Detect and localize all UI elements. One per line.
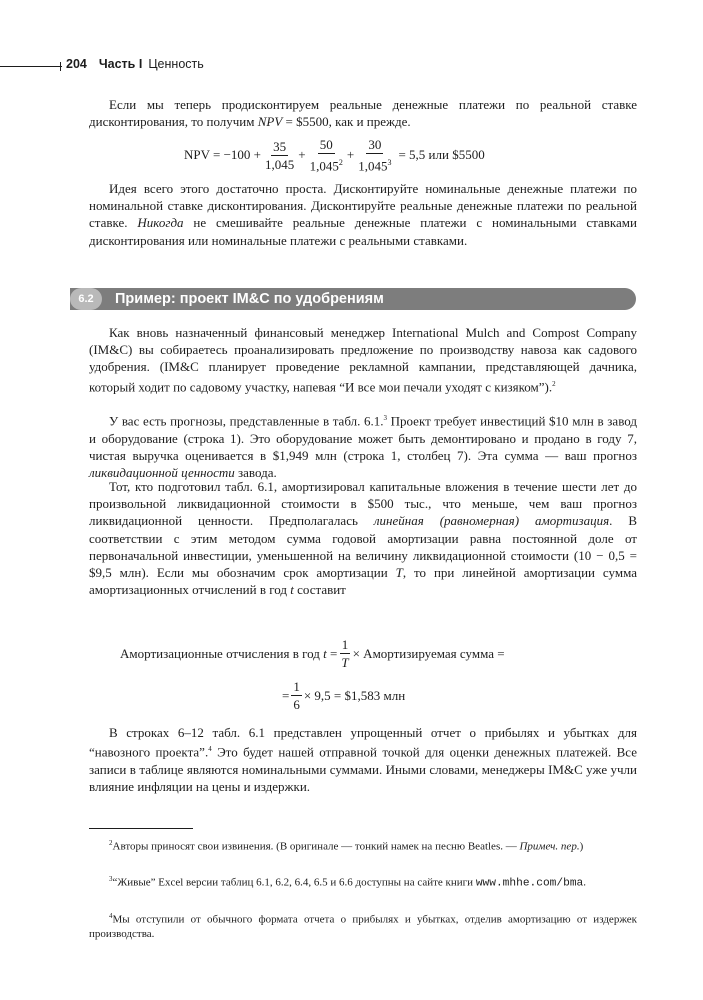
fraction-one-over-T: $\frac{1}{T}$ [341, 637, 349, 670]
header-rule [0, 66, 62, 67]
footnote-ref-2: 2 [552, 379, 556, 388]
footnote-ref-3: 3 [383, 414, 387, 422]
header-rule-tick [60, 62, 61, 71]
footnote-3: $^3$“Живые” Excel версии таблиц 6.1, 6.2, 6.4, 6.5 и 6.6 доступны на сайте книги www.mhhe.com/bma. [109, 875, 586, 890]
footnote-4: $^4$Мы отступили от обычного формата отчета о прибылях и убытках, отделив амортизацию от издержек производства. [89, 912, 637, 941]
fraction-term-1: $\frac{35}{1,045}$ [265, 138, 295, 172]
book-website-link[interactable]: www.mhhe.com/bma [475, 877, 584, 890]
footnote-ref-4: 4 [208, 745, 212, 754]
section-title: Пример: проект IM&C по удобрениям [115, 291, 384, 307]
section-number-badge: 6.2 [70, 288, 102, 310]
running-header [66, 57, 204, 71]
page-number: 204 [66, 57, 87, 71]
fraction-one-over-six: $\frac{1}{6}$ [293, 679, 300, 712]
npv-equation: NPV = −100 + $\frac{35}{1,045}$ + $\frac{50}{1,045^2}$ + $\frac{30}{1,045^3}$ = 5,5 или $5500 [184, 137, 485, 174]
header-title: Ценность [148, 57, 204, 71]
fraction-term-2: $\frac{50}{1,045^2}$ [309, 137, 343, 174]
fraction-term-3: $\frac{30}{1,045^3}$ [358, 137, 392, 174]
paragraph-forecasts: У вас есть прогнозы, представленные в табл. 6.1.$^3$ Проект требует инвестиций $10 млн в завод и оборудование (строка 1). Это оборудование может быть демонтировано и продано в году 7, чистая выручка оценивается в $1,949 млн (строка 1, столбец 7). Эта сумма — ваш прогноз ликвидационной ценности завода. [89, 413, 637, 480]
depreciation-result-equation: = $\frac{1}{6}$ × 9,5 = $1,583 млн [282, 679, 406, 712]
depreciation-equation: Амортизационные отчисления в год t = $\frac{1}{T}$ × Амортизируемая сумма = [120, 637, 505, 670]
paragraph-income-statement: В строках 6–12 табл. 6.1 представлен упрощенный отчет о прибылях и убытках для “навозного проекта”.$^4$ Это будет нашей отправной точкой для оценки денежных платежей. Все записи в таблице являются номинальными суммами. Иными словами, менеджеры IM&C уже учли влияние инфляции на цены и издержки. [89, 725, 637, 794]
footnote-rule [89, 828, 193, 829]
paragraph-imc-intro: Как вновь назначенный финансовый менеджер International Mulch and Compost Company (IM&C) вы собираетесь проанализировать предложение по производству навоза как садового удобрения. (IM&C планирует проведение рекламной кампании, представляющей дачника, который ходит по садовому участку, напевая “И все мои печали уходят с кизяком”).$^2$ [89, 325, 637, 394]
header-part: Часть I [98, 57, 143, 71]
paragraph-idea: Идея всего этого достаточно проста. Дисконтируйте номинальные денежные платежи по номинальной ставке дисконтирования. Дисконтируйте реальные денежные платежи по реальной ставке. Никогда не смешивайте реальные денежные платежи с номинальными ставками дисконтирования или номинальные платежи с реальными ставками. [89, 181, 637, 248]
paragraph-depreciation: Тот, кто подготовил табл. 6.1, амортизировал капитальные вложения в течение шести лет до произвольной ликвидационной стоимости в $500 тыс., что меньше, чем ваш прогноз ликвидационной ценности. Предполагалась линейная (равномерная) амортизация. В соответствии с этим методом сумма годовой амортизации равна постоянной доле от первоначальной инвестиции, уменьшенной на величину ликвидационной стоимости (10 − 0,5 = $9,5 млн). Если мы обозначим срок амортизации T, то при линейной амортизации сумма амортизационных отчислений в год t составит [89, 479, 637, 598]
paragraph-real-discount: Если мы теперь продисконтируем реальные денежные платежи по реальной ставке дисконтирования, то получим NPV = $5500, как и прежде. [89, 97, 637, 130]
footnote-2: $^2$Авторы приносят свои извинения. (В оригинале — тонкий намек на песню Beatles. — Примеч. пер.) [109, 839, 584, 853]
